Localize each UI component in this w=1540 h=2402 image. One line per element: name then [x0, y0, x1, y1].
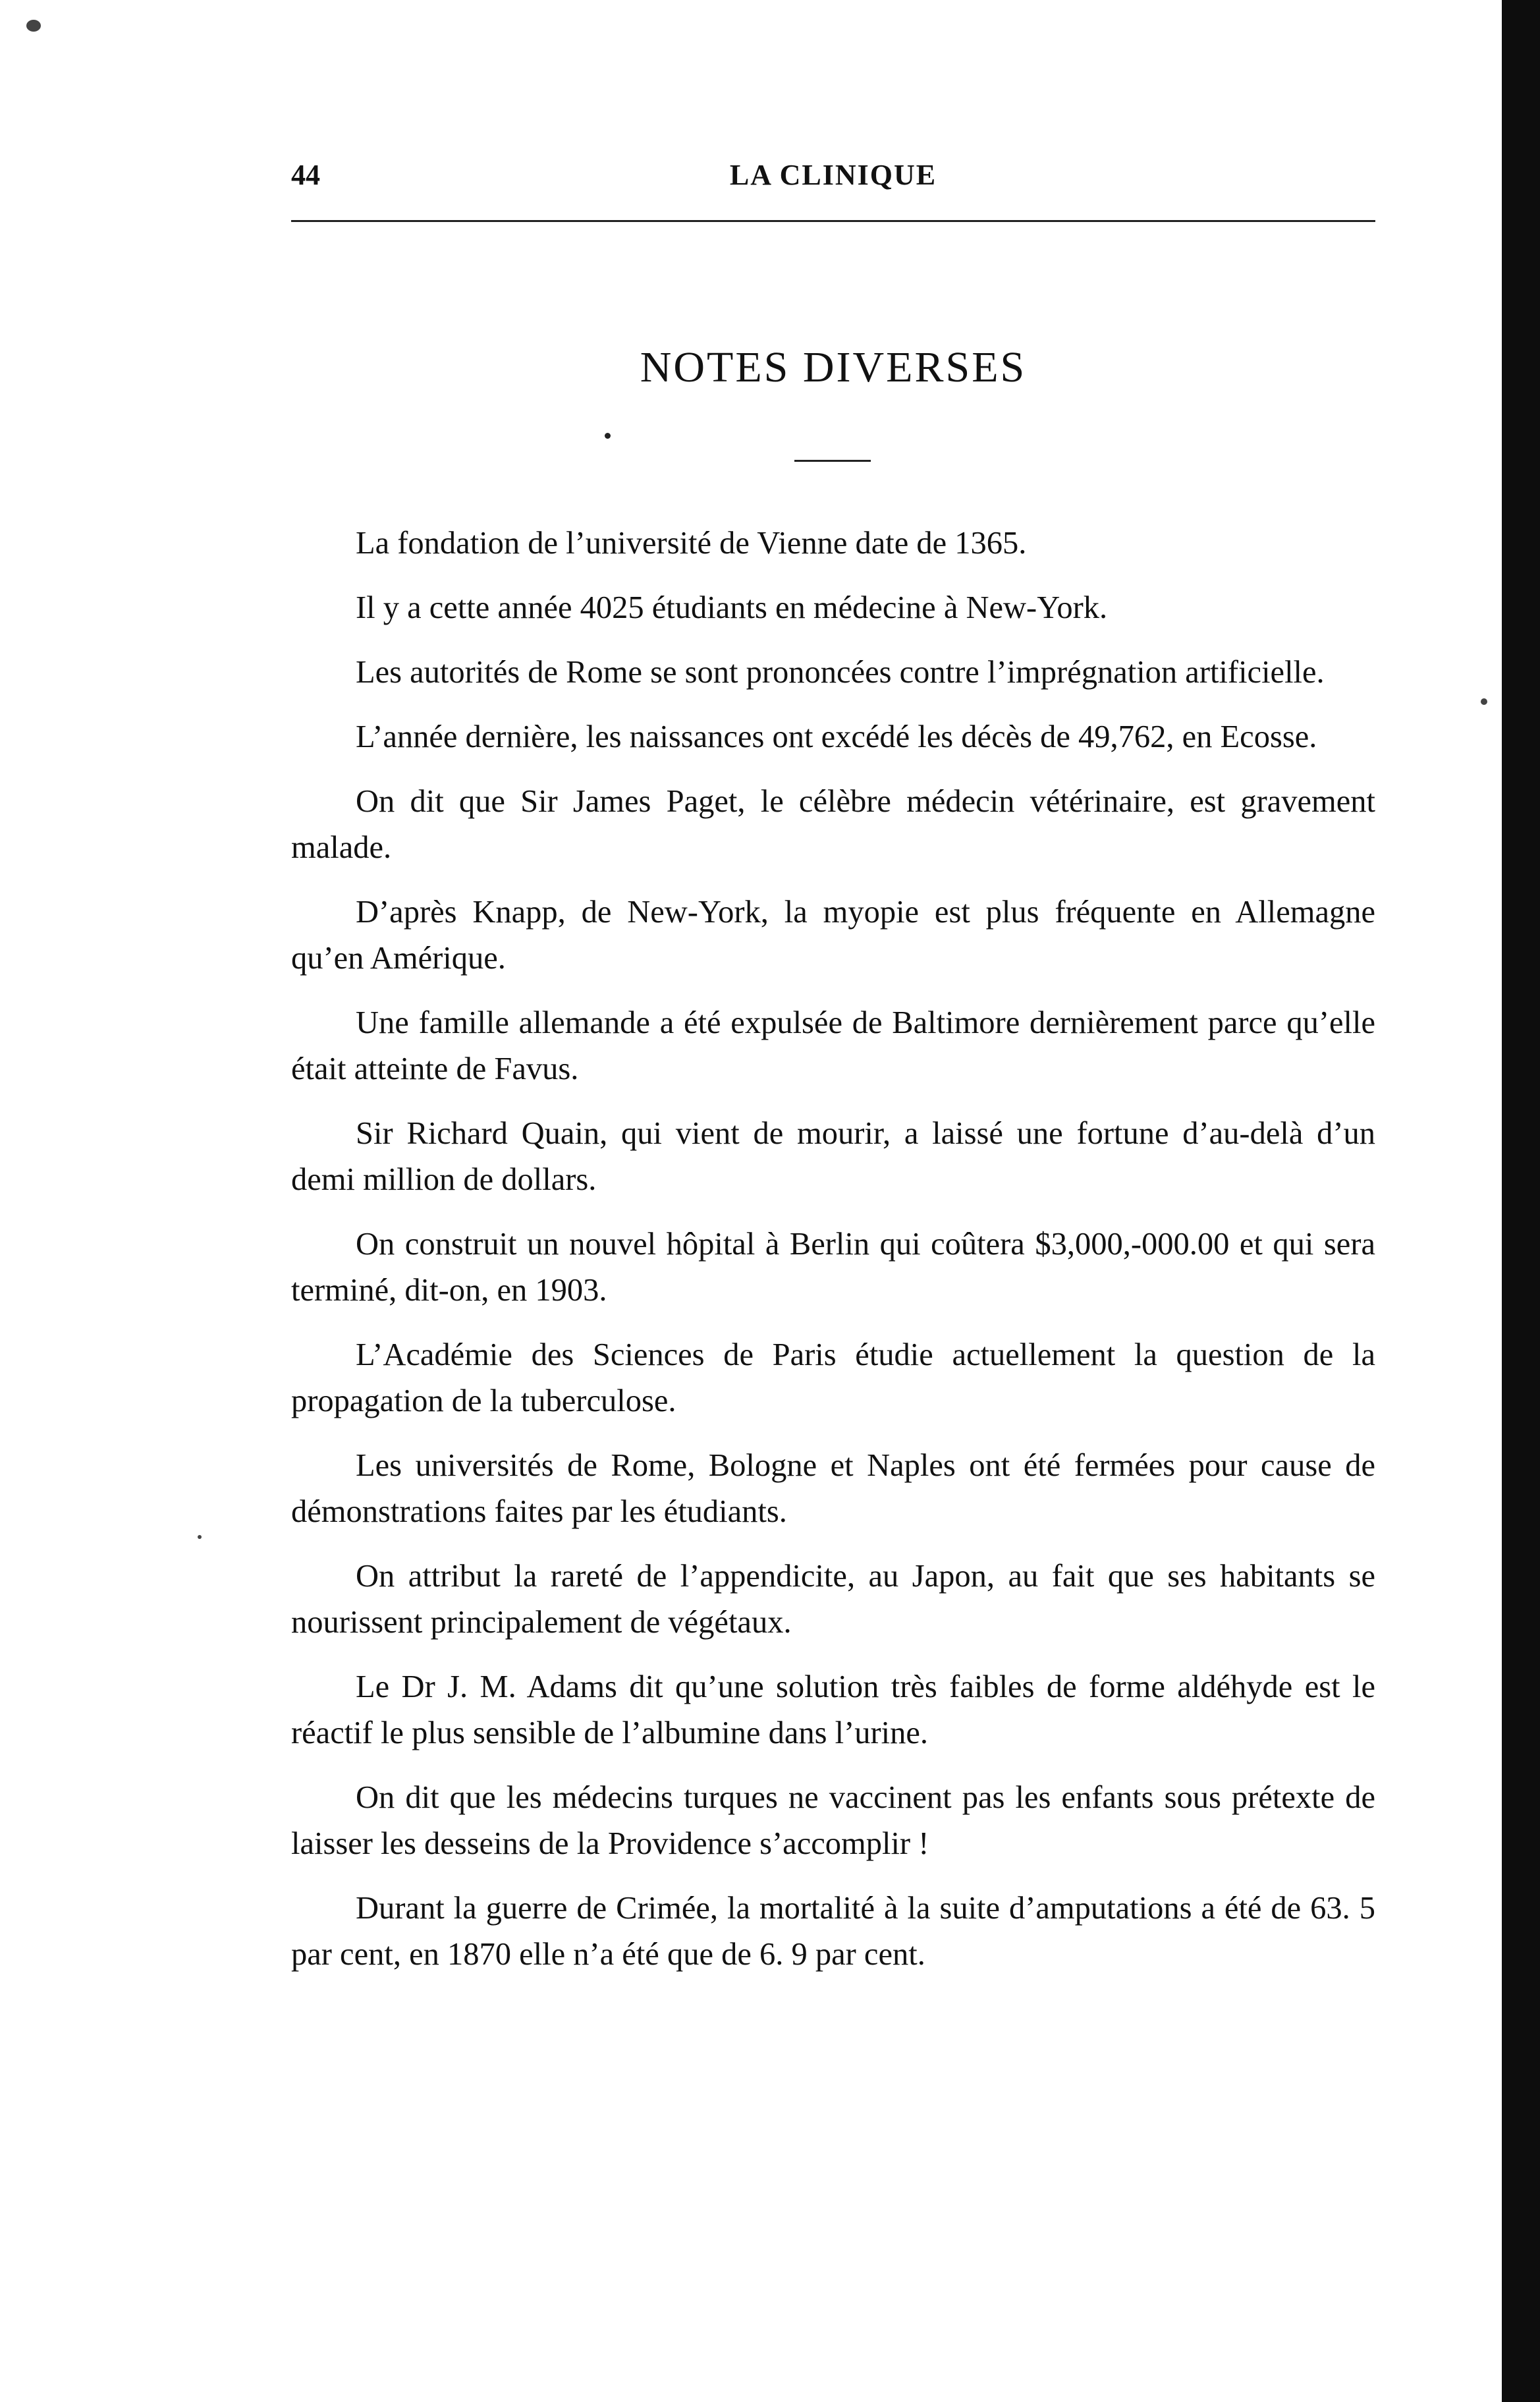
section-title: NOTES DIVERSES [640, 343, 1027, 391]
note-paragraph: On attribut la rareté de l’appendicite, au Japon, au fait que ses habitants se nourissent principalement de végétaux. [291, 1559, 1375, 1640]
note-paragraph: On dit que Sir James Paget, le célèbre médecin vétérinaire, est gravement malade. [291, 784, 1375, 865]
title-rule [794, 460, 871, 462]
scan-edge-border [1502, 0, 1540, 2402]
note-paragraph: Durant la guerre de Crimée, la mortalité à la suite d’amputations a été de 63. 5 par cent, en 1870 elle n’a été que de 6. 9 par cent. [291, 1891, 1375, 1972]
note-paragraph: L’année dernière, les naissances ont excédé les décès de 49,762, en Ecosse. [356, 719, 1317, 754]
note-paragraph: On dit que les médecins turques ne vaccinent pas les enfants sous prétexte de laisser les desseins de la Providence s’accomplir ! [291, 1780, 1375, 1861]
header-rule [291, 220, 1375, 222]
running-head [291, 158, 1375, 198]
title-dot [605, 433, 611, 439]
note-paragraph: La fondation de l’université de Vienne date de 1365. [356, 526, 1027, 561]
scan-speck [198, 1535, 202, 1539]
note-paragraph: Les universités de Rome, Bologne et Naples ont été fermées pour cause de démonstrations faites par les étudiants. [291, 1448, 1375, 1529]
note-paragraph: D’après Knapp, de New-York, la myopie est plus fréquente en Allemagne qu’en Amérique. [291, 895, 1375, 976]
scan-speck [26, 20, 41, 32]
note-paragraph: Les autorités de Rome se sont prononcées contre l’imprégnation artificielle. [356, 655, 1325, 690]
note-paragraph: Le Dr J. M. Adams dit qu’une solution très faibles de forme aldéhyde est le réactif le plus sensible de l’albumine dans l’urine. [291, 1669, 1375, 1750]
note-paragraph: Il y a cette année 4025 étudiants en médecine à New-York. [356, 590, 1108, 625]
journal-title: LA CLINIQUE [729, 159, 937, 191]
scan-speck [1481, 698, 1487, 705]
note-paragraph: Une famille allemande a été expulsée de Baltimore dernièrement parce qu’elle était atteinte de Favus. [291, 1005, 1375, 1086]
note-paragraph: On construit un nouvel hôpital à Berlin qui coûtera $3,000,-000.00 et qui sera terminé, dit-on, en 1903. [291, 1227, 1375, 1308]
note-paragraph: L’Académie des Sciences de Paris étudie actuellement la question de la propagation de la tuberculose. [291, 1337, 1375, 1418]
note-paragraph: Sir Richard Quain, qui vient de mourir, a laissé une fortune d’au-delà d’un demi million de dollars. [291, 1116, 1375, 1197]
page-number: 44 [291, 159, 320, 191]
notes-list [291, 520, 1375, 1996]
